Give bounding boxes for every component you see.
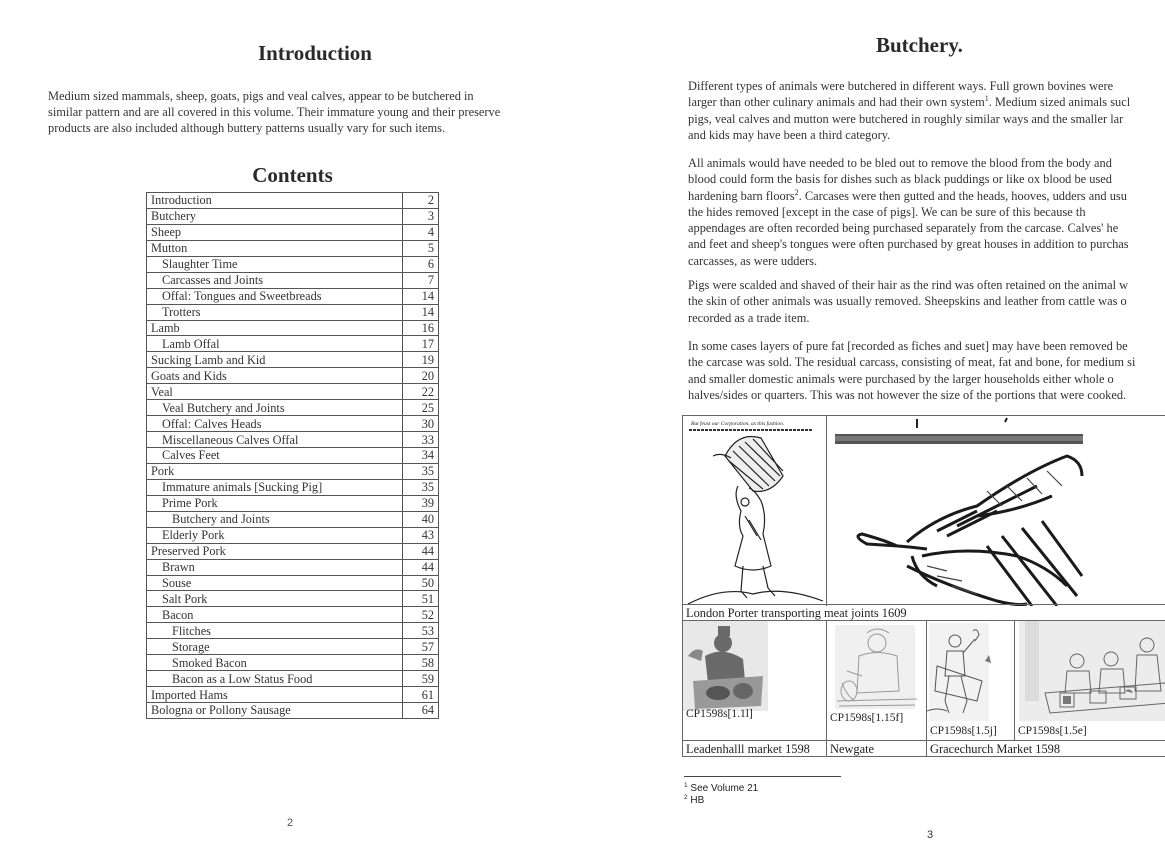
footnote-1: $^1$ See Volume 21: [684, 782, 759, 794]
contents-row[interactable]: [147, 479, 439, 495]
contents-entry-page: 57: [403, 639, 439, 655]
contents-row[interactable]: [147, 703, 439, 719]
paragraph-line: and kids may have been a third category.: [688, 127, 891, 142]
contents-row[interactable]: [147, 655, 439, 671]
contents-entry-page: 59: [403, 671, 439, 687]
contents-entry-page: 30: [403, 416, 439, 432]
porter-woodcut-image: [682, 416, 827, 606]
butchery-heading: Butchery.: [876, 33, 963, 57]
contents-entry-page: 43: [403, 527, 439, 543]
contents-entry-page: 5: [403, 240, 439, 256]
gracechurch-image-2: [1015, 621, 1165, 723]
contents-entry-title: Storage: [147, 639, 403, 655]
contents-entry-page: 44: [403, 543, 439, 559]
contents-entry-page: 61: [403, 687, 439, 703]
contents-entry-title: Bologna or Pollony Sausage: [147, 703, 403, 719]
line-text: hardening barn floors: [688, 188, 795, 203]
contents-row[interactable]: [147, 352, 439, 368]
line-text: . Medium sized animals sucl: [988, 95, 1131, 110]
contents-row[interactable]: [147, 591, 439, 607]
contents-entry-page: 52: [403, 607, 439, 623]
contents-entry-page: 25: [403, 400, 439, 416]
figure-top-row: [682, 415, 1165, 605]
contents-row[interactable]: [147, 575, 439, 591]
contents-entry-page: 33: [403, 432, 439, 448]
contents-entry-page: 51: [403, 591, 439, 607]
contents-entry-page: 44: [403, 559, 439, 575]
paragraph-line: Pigs were scalded and shaved of their hair as the rind was often retained on the animal w: [688, 278, 1129, 292]
footnotes: [684, 783, 758, 807]
paragraph-4: [688, 338, 1135, 403]
contents-entry-page: 17: [403, 336, 439, 352]
contents-entry-title: Preserved Pork: [147, 543, 403, 559]
contents-entry-page: 14: [403, 288, 439, 304]
contents-row[interactable]: [147, 639, 439, 655]
paragraph-3: [688, 277, 1128, 326]
paragraph-line: the hides removed [except in the case of pigs]. We can be sure of this because th: [688, 204, 1086, 219]
figure-cell-newgate: [826, 621, 926, 741]
footnote-separator: [684, 776, 841, 777]
contents-row[interactable]: [147, 559, 439, 575]
contents-entry-title: Goats and Kids: [147, 368, 403, 384]
page-number-left: 2: [287, 817, 294, 829]
contents-heading: Contents: [252, 163, 333, 187]
contents-entry-title: Lamb Offal: [147, 336, 403, 352]
contents-entry-title: Veal Butchery and Joints: [147, 400, 403, 416]
contents-row[interactable]: [147, 240, 439, 256]
contents-entry-title: Offal: Tongues and Sweetbreads: [147, 288, 403, 304]
figure-captions-markets: [682, 740, 1165, 757]
contents-row[interactable]: [147, 320, 439, 336]
contents-entry-page: 53: [403, 623, 439, 639]
contents-entry-title: Mutton: [147, 240, 403, 256]
contents-entry-page: 35: [403, 479, 439, 495]
contents-entry-title: Immature animals [Sucking Pig]: [147, 479, 403, 495]
contents-row[interactable]: [147, 495, 439, 511]
caption-gracechurch: Gracechurch Market 1598: [926, 741, 1165, 757]
contents-row[interactable]: [147, 193, 439, 209]
contents-entry-title: Trotters: [147, 304, 403, 320]
contents-entry-title: Sucking Lamb and Kid: [147, 352, 403, 368]
contents-row[interactable]: [147, 256, 439, 272]
paragraph-line: Different types of animals were butchered in different ways. Full grown bovines were: [688, 79, 1114, 93]
contents-row[interactable]: [147, 527, 439, 543]
intro-line: Medium sized mammals, sheep, goats, pigs and veal calves, appear to be butchered in: [48, 89, 474, 103]
figure-cell-leadenhall: [682, 621, 826, 741]
intro-line: similar pattern and are all covered in this volume. Their immature young and their preserve: [48, 105, 501, 119]
contents-entry-title: Butchery and Joints: [147, 511, 403, 527]
introduction-paragraph: [48, 88, 548, 136]
paragraph-2: [688, 155, 1129, 269]
contents-entry-title: Slaughter Time: [147, 256, 403, 272]
image-label-leadenhall: CP1598s[1.1l]: [686, 708, 753, 720]
contents-row[interactable]: [147, 400, 439, 416]
contents-entry-title: Miscellaneous Calves Offal: [147, 432, 403, 448]
contents-row[interactable]: [147, 288, 439, 304]
line-text: . Carcases were then gutted and the heads, hooves, udders and usu: [798, 188, 1127, 203]
paragraph-line: [688, 94, 1130, 110]
page-number-right: 3: [927, 829, 934, 841]
contents-row[interactable]: [147, 623, 439, 639]
contents-entry-title: Elderly Pork: [147, 527, 403, 543]
contents-row[interactable]: [147, 208, 439, 224]
paragraph-line: the carcase was sold. The residual carcass, consisting of meat, fat and bone, for medium si: [688, 355, 1136, 370]
contents-entry-page: 20: [403, 368, 439, 384]
image-label-gracechurch-1: CP1598s[1.5j]: [930, 725, 997, 737]
contents-row[interactable]: [147, 432, 439, 448]
contents-entry-page: 3: [403, 208, 439, 224]
contents-entry-title: Offal: Calves Heads: [147, 416, 403, 432]
contents-entry-title: Sheep: [147, 224, 403, 240]
contents-entry-page: 58: [403, 655, 439, 671]
paragraph-line: and smaller domestic animals were purchased by the larger households either whole o: [688, 371, 1114, 386]
figure-cell-gracechurch-1: [926, 621, 1014, 741]
contents-entry-page: 16: [403, 320, 439, 336]
contents-row[interactable]: [147, 368, 439, 384]
figure-bottom-row: [682, 621, 1165, 741]
contents-entry-title: Introduction: [147, 193, 403, 209]
paragraph-line: pigs, veal calves and mutton were butchered in roughly similar ways and the smaller lar: [688, 111, 1124, 126]
paragraph-line: All animals would have needed to be bled out to remove the blood from the body and: [688, 156, 1112, 170]
contents-entry-page: 6: [403, 256, 439, 272]
paragraph-line: and feet and sheep's tongues were often purchased by great houses in addition to purchas: [688, 237, 1129, 252]
contents-row[interactable]: [147, 671, 439, 687]
contents-entry-title: Lamb: [147, 320, 403, 336]
contents-row[interactable]: [147, 384, 439, 400]
contents-entry-title: Salt Pork: [147, 591, 403, 607]
figure-caption-porter: London Porter transporting meat joints 1609: [682, 604, 1165, 621]
contents-row[interactable]: [147, 336, 439, 352]
paragraph-line: [688, 188, 1129, 204]
contents-entry-page: 14: [403, 304, 439, 320]
contents-entry-title: Imported Hams: [147, 687, 403, 703]
paragraph-line: appendages are often recorded being purchased separately from the carcase. Calves' he: [688, 221, 1119, 236]
contents-entry-page: 22: [403, 384, 439, 400]
contents-entry-title: Butchery: [147, 208, 403, 224]
contents-entry-title: Flitches: [147, 623, 403, 639]
caption-leadenhall: Leadenhalll market 1598: [682, 741, 826, 757]
contents-row[interactable]: [147, 607, 439, 623]
newgate-image: [827, 621, 925, 711]
paragraph-line: carcasses, as were udders.: [688, 253, 818, 268]
leadenhall-image: [683, 621, 768, 711]
porter-basket-detail-image: [827, 416, 1165, 606]
gracechurch-image-1: [927, 621, 1014, 723]
contents-entry-title: Bacon: [147, 607, 403, 623]
paragraph-line: recorded as a trade item.: [688, 310, 810, 325]
contents-entry-title: Veal: [147, 384, 403, 400]
contents-entry-title: Calves Feet: [147, 448, 403, 464]
contents-row[interactable]: [147, 304, 439, 320]
contents-entry-title: Carcasses and Joints: [147, 272, 403, 288]
contents-entry-page: 34: [403, 448, 439, 464]
contents-entry-page: 2: [403, 193, 439, 209]
contents-row[interactable]: [147, 543, 439, 559]
paragraph-line: blood could form the basis for dishes such as black puddings or like ox blood be used: [688, 172, 1112, 187]
footnote-reference[interactable]: 1: [984, 94, 989, 104]
contents-row[interactable]: [147, 272, 439, 288]
introduction-heading: Introduction: [258, 41, 372, 65]
contents-entry-title: Smoked Bacon: [147, 655, 403, 671]
contents-row[interactable]: [147, 224, 439, 240]
image-label-newgate: CP1598s[1.15f]: [830, 712, 904, 724]
footnote-reference[interactable]: 2: [794, 187, 799, 197]
contents-row[interactable]: [147, 511, 439, 527]
figure-cell-gracechurch-2: [1014, 621, 1165, 741]
contents-entry-title: Prime Pork: [147, 495, 403, 511]
paragraph-1: [688, 78, 1130, 143]
paragraph-line: In some cases layers of pure fat [recorded as fiches and suet] may have been removed be: [688, 339, 1128, 353]
contents-entry-title: Souse: [147, 575, 403, 591]
contents-row[interactable]: [147, 687, 439, 703]
caption-newgate: Newgate: [826, 741, 926, 757]
image-label-gracechurch-2: CP1598s[1.5e]: [1018, 725, 1087, 737]
contents-table: [146, 192, 439, 719]
contents-entry-page: 39: [403, 495, 439, 511]
contents-entry-title: Pork: [147, 463, 403, 479]
contents-entry-page: 19: [403, 352, 439, 368]
contents-entry-page: 4: [403, 224, 439, 240]
contents-row[interactable]: [147, 463, 439, 479]
line-text: larger than other culinary animals and had their own system: [688, 95, 985, 110]
intro-line: products are also included although buttery patterns usually vary for such items.: [48, 121, 446, 135]
contents-entry-page: 50: [403, 575, 439, 591]
right-page: [590, 0, 1165, 865]
contents-entry-page: 35: [403, 463, 439, 479]
contents-row[interactable]: [147, 416, 439, 432]
porter-inscription: But feast our Corporation, as this fashion.: [691, 421, 785, 427]
contents-entry-page: 7: [403, 272, 439, 288]
contents-entry-title: Bacon as a Low Status Food: [147, 671, 403, 687]
paragraph-line: halves/sides or quarters. This was not however the size of the portions that were cooked.: [688, 387, 1127, 402]
contents-entry-page: 40: [403, 511, 439, 527]
footnote-2: $^2$ HB: [684, 794, 705, 806]
contents-entry-title: Brawn: [147, 559, 403, 575]
contents-entry-page: 64: [403, 703, 439, 719]
paragraph-line: the skin of other animals was usually removed. Sheepskins and leather from cattle was o: [688, 294, 1127, 309]
contents-row[interactable]: [147, 448, 439, 464]
